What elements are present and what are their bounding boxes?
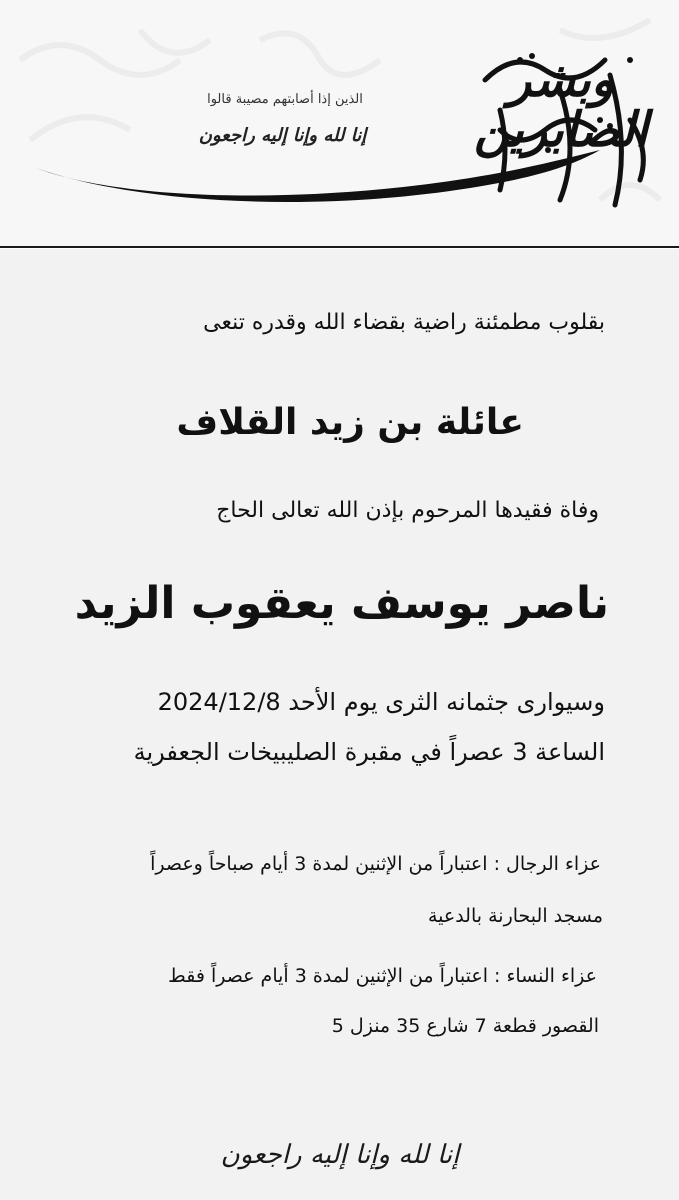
header-verse-script: إنا لله وإنا إليه راجعون xyxy=(198,125,367,146)
men-condolence-location: مسجد البحارنة بالدعية xyxy=(427,905,603,927)
deceased-name: ناصر يوسف يعقوب الزيد xyxy=(74,578,609,629)
header-banner xyxy=(0,0,679,248)
header-divider xyxy=(0,246,679,248)
women-condolence: عزاء النساء : اعتباراً من الإثنين لمدة 3 أيام عصراً فقط xyxy=(168,965,597,987)
notice-body xyxy=(0,249,679,1200)
death-announcement: وفاة فقيدها المرحوم بإذن الله تعالى الحاج xyxy=(216,498,599,523)
header-calligraphy-title: وبشر الصابرين xyxy=(474,52,648,159)
footer-verse: إنا لله وإنا إليه راجعون xyxy=(220,1140,460,1170)
intro-text: بقلوب مطمئنة راضية بقضاء الله وقدره تنعى xyxy=(203,310,605,335)
burial-location: الساعة 3 عصراً في مقبرة الصليبيخات الجعفرية xyxy=(133,738,605,766)
men-condolence: عزاء الرجال : اعتباراً من الإثنين لمدة 3 أيام صباحاً وعصراً xyxy=(150,853,601,875)
family-name: عائلة بن زيد القلاف xyxy=(176,402,524,443)
burial-date: وسيوارى جثمانه الثرى يوم الأحد 2024/12/8 xyxy=(157,688,605,716)
women-condolence-location: القصور قطعة 7 شارع 35 منزل 5 xyxy=(331,1015,599,1037)
header-verse-top: الذين إذا أصابتهم مصيبة قالوا xyxy=(207,92,363,107)
